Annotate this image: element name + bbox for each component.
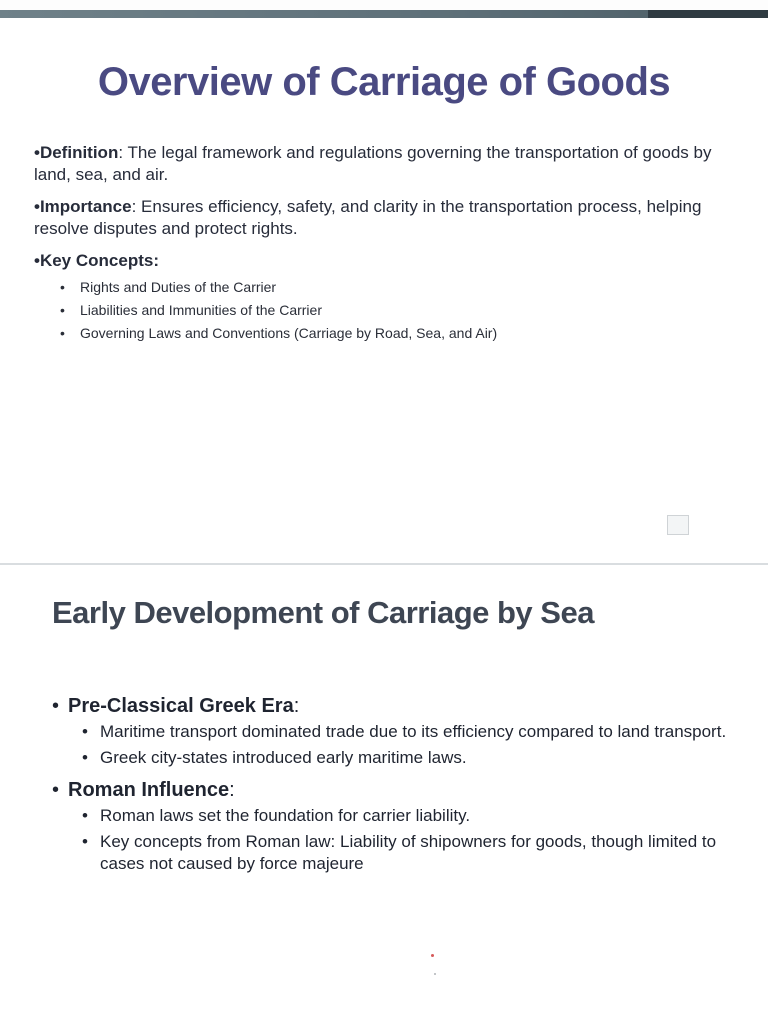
section-heading (52, 777, 732, 803)
grey-speck (434, 973, 436, 975)
section-heading-suffix: : (293, 695, 300, 717)
section-heading-label: Roman Influence (68, 779, 230, 801)
section-list (52, 805, 732, 875)
key-concepts-list (34, 276, 734, 345)
importance-paragraph (34, 196, 734, 240)
list-item: • Roman laws set the foundation for carrier liability. (82, 805, 732, 827)
key-concepts-heading: •Key Concepts: (34, 251, 159, 270)
section-heading-label: Pre-Classical Greek Era (68, 695, 294, 717)
definition-text: : The legal framework and regulations governing the transportation of goods by land, sea, and air. (34, 143, 712, 184)
section-heading-suffix: : (229, 779, 235, 801)
definition-label: •Definition (34, 143, 119, 162)
slide-title: Early Development of Carriage by Sea (52, 595, 594, 630)
section-roman-influence (52, 777, 732, 875)
slide-body (34, 142, 734, 345)
list-item: • Rights and Duties of the Carrier (60, 276, 734, 299)
list-item: • Governing Laws and Conventions (Carriage by Road, Sea, and Air) (60, 322, 734, 345)
list-item: • Greek city-states introduced early maritime laws. (82, 747, 732, 769)
top-bar-edge (648, 10, 768, 18)
slide-body (52, 693, 732, 883)
list-item: • Liabilities and Immunities of the Carrier (60, 299, 734, 322)
red-speck (431, 954, 434, 957)
section-list (52, 721, 732, 769)
section-greek-era (52, 693, 732, 769)
definition-paragraph (34, 142, 734, 186)
list-item: • Key concepts from Roman law: Liability of shipowners for goods, though limited to cases not caused by force majeure (82, 831, 732, 875)
slide-overview (0, 18, 768, 563)
slide-early-development (0, 565, 768, 1024)
importance-label: •Importance (34, 197, 132, 216)
list-item: • Maritime transport dominated trade due to its efficiency compared to land transport. (82, 721, 732, 743)
scanner-stamp-logo (667, 515, 689, 535)
importance-text: : Ensures efficiency, safety, and clarity in the transportation process, helping resolve disputes and protect rights. (34, 197, 702, 238)
section-heading (52, 693, 732, 719)
slide-title: Overview of Carriage of Goods (97, 60, 671, 104)
